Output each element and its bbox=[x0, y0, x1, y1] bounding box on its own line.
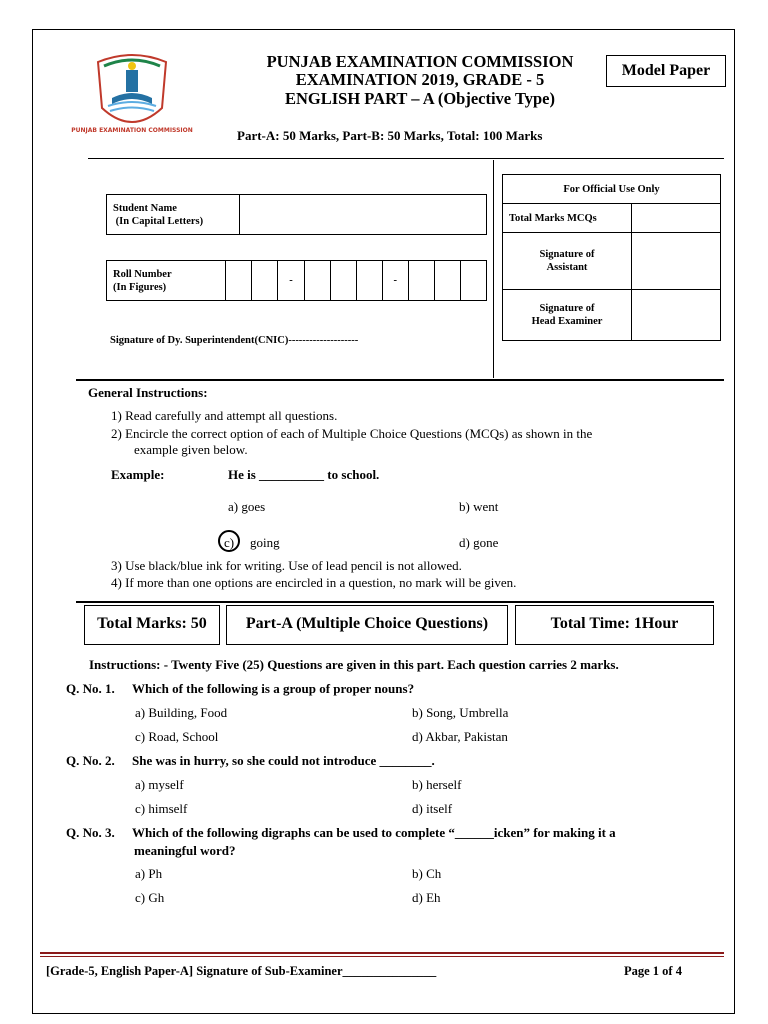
vertical-divider bbox=[493, 160, 494, 378]
q1-option-b[interactable]: b) Song, Umbrella bbox=[412, 705, 509, 720]
logo-text: PUNJAB EXAMINATION COMMISSION bbox=[71, 127, 193, 134]
roll-cell[interactable] bbox=[460, 261, 486, 301]
header-title-1: PUNJAB EXAMINATION COMMISSION bbox=[266, 52, 574, 71]
q2-text: She was in hurry, so she could not introduce ________. bbox=[132, 753, 435, 768]
footer-rule-top bbox=[40, 952, 724, 954]
instruction-2-cont: example given below. bbox=[134, 442, 248, 457]
q3-option-a[interactable]: a) Ph bbox=[135, 866, 163, 881]
roll-number-table bbox=[106, 260, 487, 301]
student-name-field[interactable] bbox=[240, 195, 487, 235]
head-examiner-signature-label: Signature of Head Examiner bbox=[503, 290, 632, 341]
roll-cell[interactable] bbox=[330, 261, 356, 301]
q1-option-a[interactable]: a) Building, Food bbox=[135, 705, 228, 720]
instruction-1: 1) Read carefully and attempt all questions. bbox=[111, 408, 338, 423]
header-title-3: ENGLISH PART – A (Objective Type) bbox=[284, 89, 555, 108]
q2-option-b[interactable]: b) herself bbox=[412, 777, 462, 792]
instruction-3: 3) Use black/blue ink for writing. Use of lead pencil is not allowed. bbox=[111, 558, 462, 573]
assistant-signature-label: Signature of Assistant bbox=[503, 233, 632, 290]
q3-option-b[interactable]: b) Ch bbox=[412, 866, 442, 881]
roll-number-label: Roll Number (In Figures) bbox=[107, 261, 226, 301]
marks-summary: Part-A: 50 Marks, Part-B: 50 Marks, Total: 100 Marks bbox=[237, 128, 543, 143]
example-option-d: d) gone bbox=[459, 535, 499, 550]
model-paper-badge: Model Paper bbox=[606, 55, 726, 87]
roll-cell[interactable] bbox=[408, 261, 434, 301]
total-marks-box: Total Marks: 50 bbox=[84, 605, 220, 645]
part-instructions: Instructions: - Twenty Five (25) Questions are given in this part. Each question carries 2 marks. bbox=[89, 657, 619, 672]
roll-cell[interactable] bbox=[434, 261, 460, 301]
example-option-c-letter: c) bbox=[224, 535, 235, 550]
q3-number: Q. No. 3. bbox=[66, 825, 115, 840]
official-use-table bbox=[502, 174, 721, 341]
total-marks-mcqs-label: Total Marks MCQs bbox=[503, 204, 632, 233]
instruction-4: 4) If more than one options are encircled in a question, no mark will be given. bbox=[111, 575, 517, 590]
q3-text: Which of the following digraphs can be used to complete “______icken” for making it a bbox=[132, 825, 616, 840]
official-use-title: For Official Use Only bbox=[503, 175, 721, 204]
total-time-box: Total Time: 1Hour bbox=[515, 605, 714, 645]
roll-cell[interactable] bbox=[356, 261, 382, 301]
instruction-2: 2) Encircle the correct option of each of Multiple Choice Questions (MCQs) as shown in the bbox=[111, 426, 593, 441]
example-option-a: a) goes bbox=[228, 499, 266, 514]
q3-text-cont: meaningful word? bbox=[134, 843, 236, 858]
header-rule bbox=[88, 158, 724, 159]
roll-dash: - bbox=[382, 261, 408, 301]
example-question: He is __________ to school. bbox=[228, 467, 380, 482]
part-bar-rule bbox=[76, 601, 714, 603]
q2-option-d[interactable]: d) itself bbox=[412, 801, 453, 816]
q3-option-c[interactable]: c) Gh bbox=[135, 890, 165, 905]
q1-text: Which of the following is a group of proper nouns? bbox=[132, 681, 415, 696]
footer-rule-bottom bbox=[40, 956, 724, 957]
example-label: Example: bbox=[111, 467, 165, 482]
roll-dash: - bbox=[278, 261, 304, 301]
q1-number: Q. No. 1. bbox=[66, 681, 115, 696]
student-name-table bbox=[106, 194, 487, 235]
student-name-label: Student Name (In Capital Letters) bbox=[107, 195, 240, 235]
q2-number: Q. No. 2. bbox=[66, 753, 115, 768]
general-instructions-title: General Instructions: bbox=[88, 385, 208, 400]
roll-cell[interactable] bbox=[252, 261, 278, 301]
q2-option-a[interactable]: a) myself bbox=[135, 777, 184, 792]
header-title-2: EXAMINATION 2019, GRADE - 5 bbox=[295, 70, 545, 89]
roll-cell[interactable] bbox=[304, 261, 330, 301]
q3-option-d[interactable]: d) Eh bbox=[412, 890, 441, 905]
superintendent-signature: Signature of Dy. Superintendent(CNIC)-------------------- bbox=[110, 335, 359, 346]
total-marks-mcqs-field[interactable] bbox=[632, 204, 721, 233]
assistant-signature-field[interactable] bbox=[632, 233, 721, 290]
q1-option-c[interactable]: c) Road, School bbox=[135, 729, 219, 744]
section-rule bbox=[76, 379, 724, 381]
pec-logo bbox=[71, 48, 193, 140]
page-number: Page 1 of 4 bbox=[624, 964, 682, 978]
q1-option-d[interactable]: d) Akbar, Pakistan bbox=[412, 729, 508, 744]
example-option-b: b) went bbox=[459, 499, 499, 514]
roll-cell[interactable] bbox=[226, 261, 252, 301]
example-option-c: going bbox=[250, 535, 280, 550]
q2-option-c[interactable]: c) himself bbox=[135, 801, 188, 816]
part-a-box: Part-A (Multiple Choice Questions) bbox=[226, 605, 508, 645]
head-examiner-signature-field[interactable] bbox=[632, 290, 721, 341]
footer-left: [Grade-5, English Paper-A] Signature of Sub-Examiner_______________ bbox=[46, 964, 437, 978]
